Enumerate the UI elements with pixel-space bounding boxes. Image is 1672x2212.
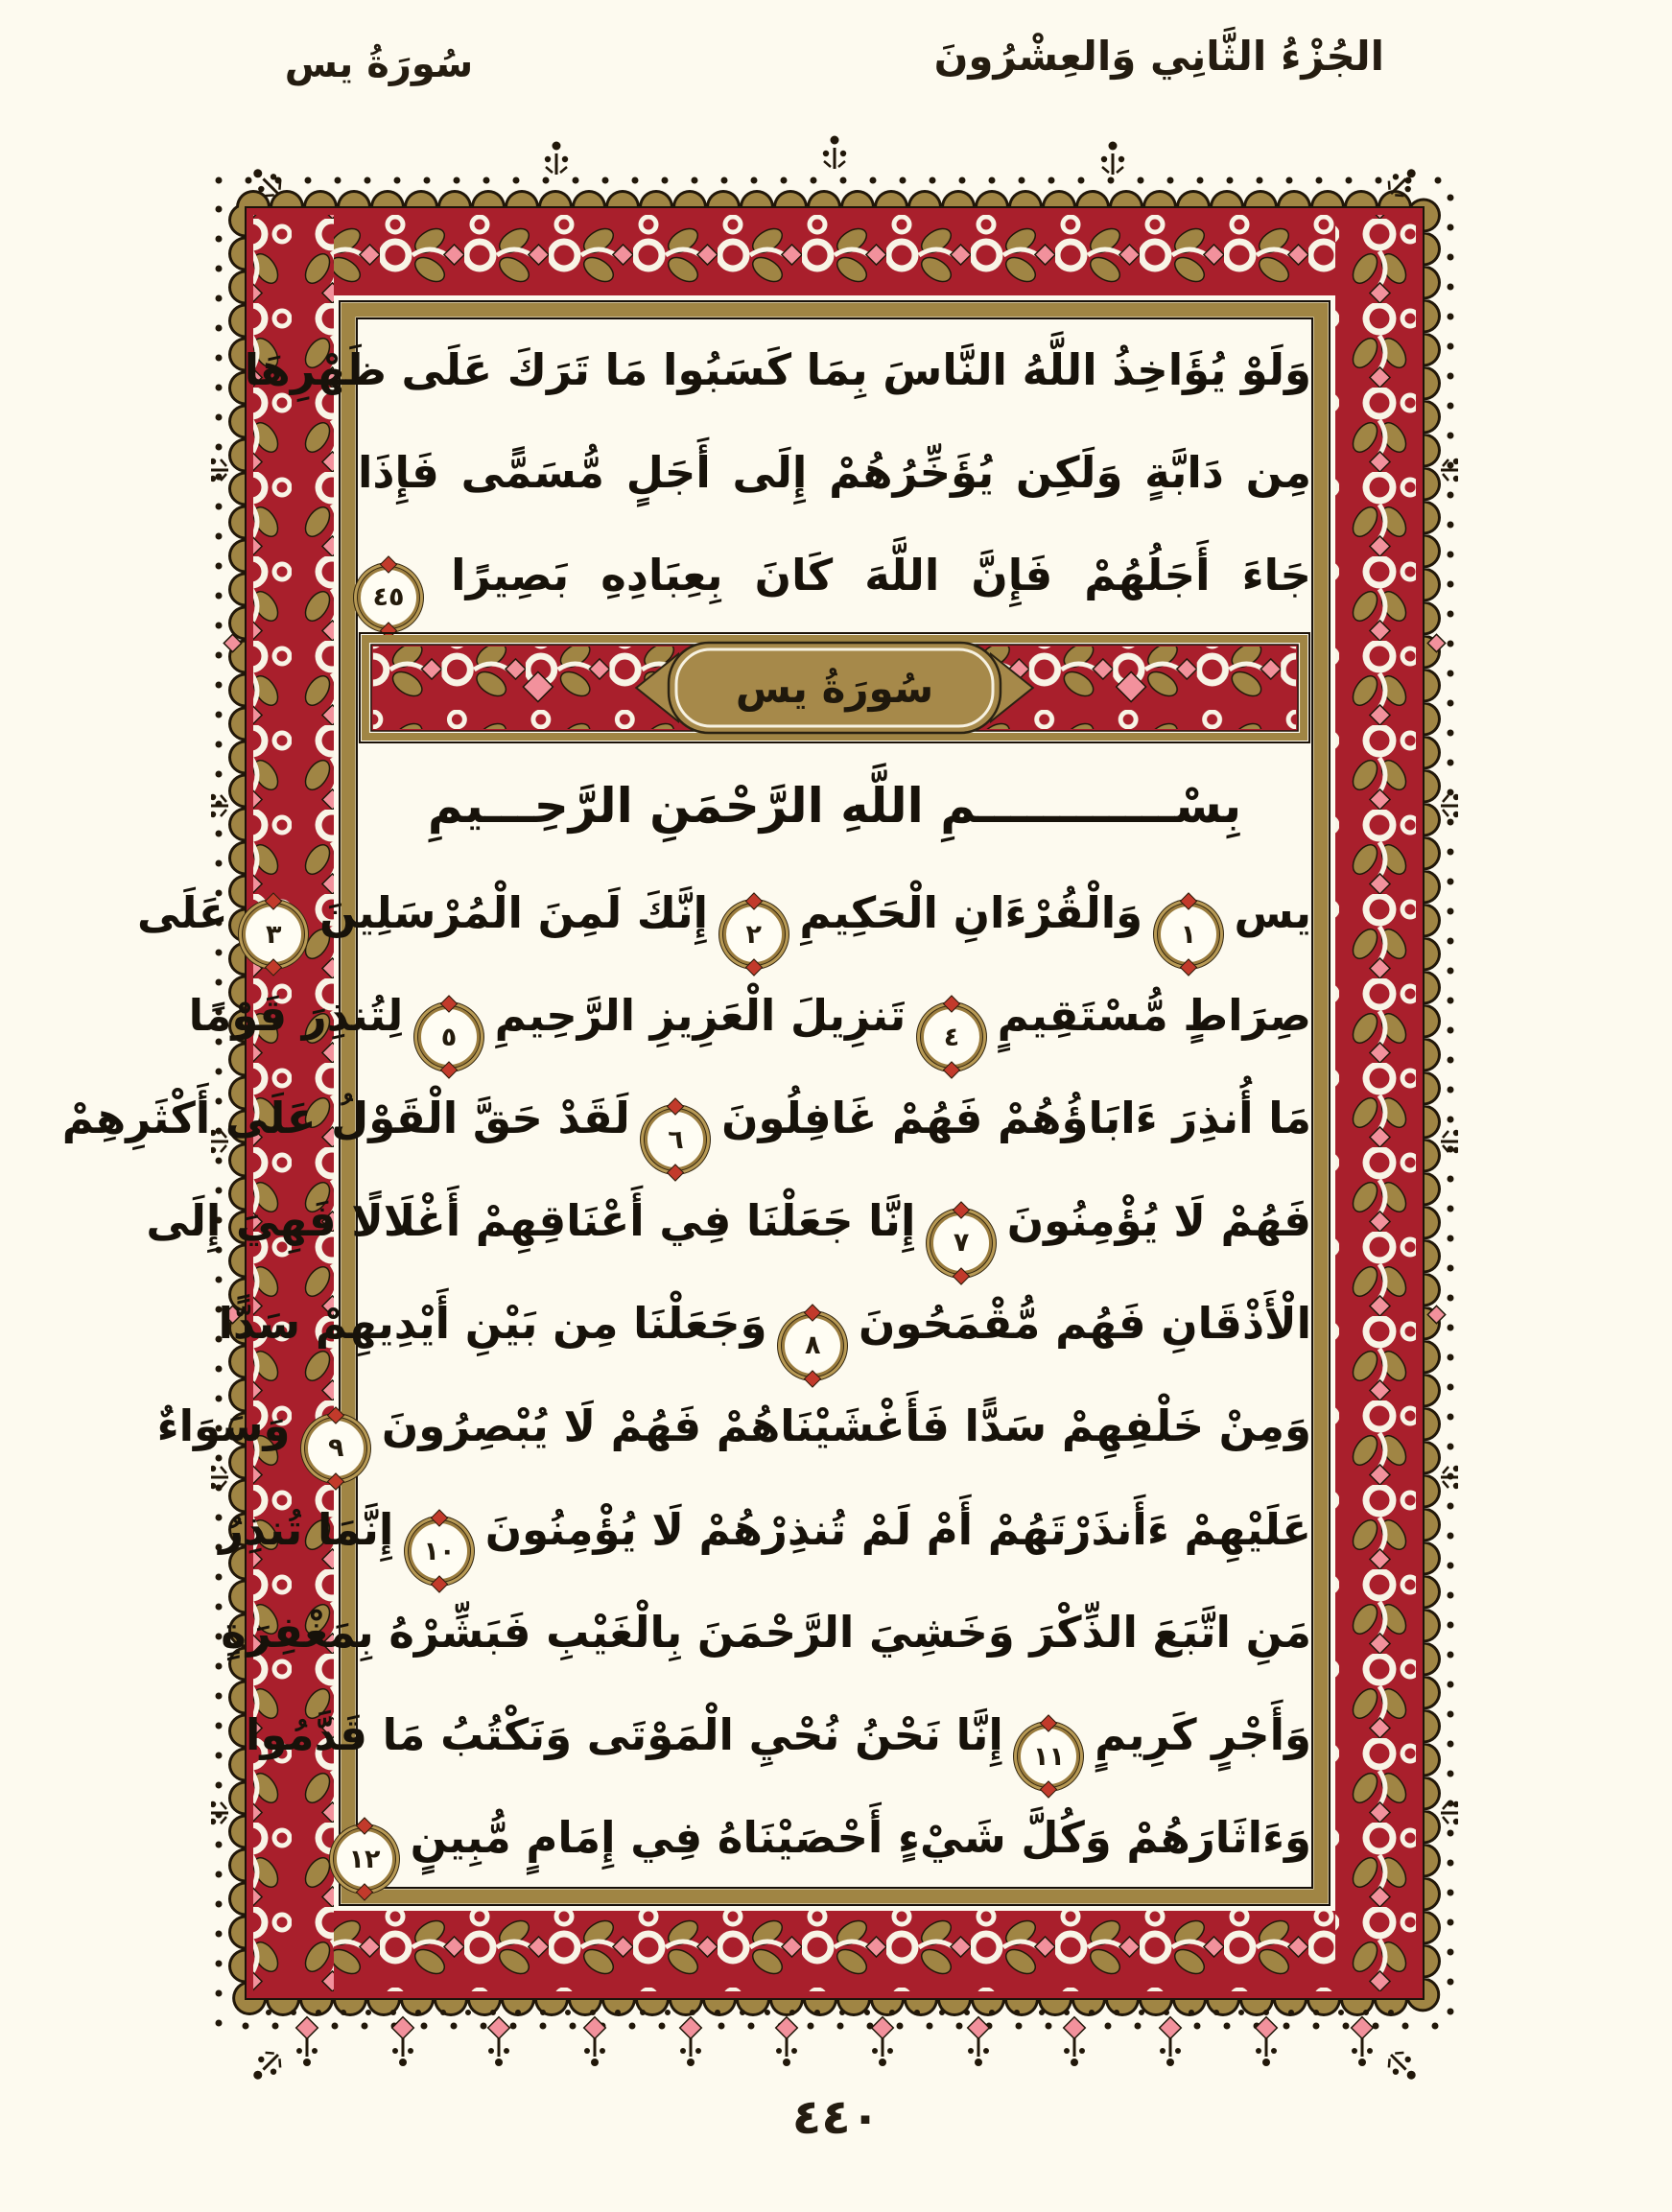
ayah-text: وَلَوْ يُؤَاخِذُ اللَّهُ النَّاسَ بِمَا كَسَبُوا مَا تَرَكَ عَلَى ظَهْرِهَا xyxy=(244,344,1311,395)
ayah-text: وَالْقُرْءَانِ الْحَكِيمِ xyxy=(799,886,1143,938)
quran-line xyxy=(221,1584,1311,1682)
verse-marker: ٣ xyxy=(243,904,304,965)
quran-line xyxy=(358,424,1311,522)
ayah-text: مَا أُنذِرَ ءَابَاؤُهُمْ فَهُمْ غَافِلُونَ xyxy=(721,1092,1311,1143)
quran-line xyxy=(218,1275,1311,1373)
header-surah-name: سُورَةُ يس xyxy=(284,42,474,86)
quran-line xyxy=(156,1377,1311,1475)
verse-marker: ٥ xyxy=(418,1006,480,1068)
verse-marker: ١ xyxy=(1158,904,1219,965)
ayah-text: الْأَذْقَانِ فَهُم مُّقْمَحُونَ xyxy=(858,1298,1311,1350)
ayah-text: وَمِنْ خَلْفِهِمْ سَدًّا فَأَغْشَيْنَاهُمْ فَهُمْ لَا يُبْصِرُونَ xyxy=(381,1400,1311,1452)
verse-marker: ٤٥ xyxy=(358,567,419,628)
quran-lines xyxy=(61,321,1311,1887)
verse-marker: ٧ xyxy=(930,1212,992,1274)
ayah-text: عَلَى xyxy=(136,886,228,938)
ayah-text: مِن دَابَّةٍ وَلَكِن يُؤَخِّرُهُمْ إِلَى أَجَلٍ مُّسَمًّى فَإِذَا xyxy=(358,447,1311,499)
ayah-text: مَنِ اتَّبَعَ الذِّكْرَ وَخَشِيَ الرَّحْمَنَ بِالْغَيْبِ فَبَشِّرْهُ بِمَغْفِرَةٍ xyxy=(221,1606,1311,1658)
ayah-text: صِرَاطٍ مُّسْتَقِيمٍ xyxy=(997,989,1311,1041)
ayah-text: وَأَجْرٍ كَرِيمٍ xyxy=(1095,1708,1311,1760)
ayah-text: جَاءَ أَجَلُهُمْ فَإِنَّ اللَّهَ كَانَ بِعِبَادِهِ بَصِيرًا xyxy=(451,550,1311,601)
verse-marker: ٩ xyxy=(305,1418,366,1479)
verse-marker: ٨ xyxy=(782,1315,843,1377)
surah-banner xyxy=(358,629,1311,746)
ayah-text: لَقَدْ حَقَّ الْقَوْلُ عَلَى أَكْثَرِهِمْ xyxy=(61,1092,630,1143)
ayah-text: إِنَّا نَحْنُ نُحْيِ الْمَوْتَى وَنَكْتُبُ مَا قَدَّمُوا xyxy=(246,1708,1003,1760)
bismillah-line xyxy=(358,752,1311,859)
ayah-text: عَلَيْهِمْ ءَأَنذَرْتَهُمْ أَمْ لَمْ تُنذِرْهُمْ لَا يُؤْمِنُونَ xyxy=(484,1503,1311,1555)
ayah-text: إِنَّكَ لَمِنَ الْمُرْسَلِينَ xyxy=(318,886,709,938)
verse-marker: ٦ xyxy=(645,1109,706,1170)
verse-marker: ٢ xyxy=(723,904,785,965)
quran-line xyxy=(219,1481,1311,1579)
ayah-text: لِتُنذِرَ قَوْمًا xyxy=(188,989,404,1041)
frame-pendants xyxy=(296,2017,1374,2066)
verse-marker: ١٠ xyxy=(409,1520,470,1582)
surah-banner-title: سُورَةُ يس xyxy=(735,664,934,712)
ayah-text: يس xyxy=(1234,886,1311,938)
header-juz-label: الجُزْءُ الثَّانِي وَالعِشْرُونَ xyxy=(933,33,1384,80)
verse-marker: ١٢ xyxy=(334,1828,395,1890)
verse-marker: ٤ xyxy=(921,1006,982,1068)
ayah-text: وَجَعَلْنَا مِن بَيْنِ أَيْدِيهِمْ سَدًّا xyxy=(218,1298,767,1350)
ayah-text: فَهُمْ لَا يُؤْمِنُونَ xyxy=(1006,1195,1311,1247)
ayah-text: وَسَوَاءٌ xyxy=(156,1400,291,1452)
page-number: ٤٤٠ xyxy=(791,2089,881,2145)
quran-line xyxy=(188,967,1311,1065)
quran-line xyxy=(136,864,1311,962)
quran-line xyxy=(246,1686,1311,1784)
ayah-text: وَءَاثَارَهُمْ وَكُلَّ شَيْءٍ أَحْصَيْنَاهُ فِي إِمَامٍ مُّبِينٍ xyxy=(410,1811,1311,1863)
quran-line xyxy=(61,1070,1311,1167)
ayah-text: تَنزِيلَ الْعَزِيزِ الرَّحِيمِ xyxy=(494,989,907,1041)
ayah-text: إِنَّمَا تُنذِرُ xyxy=(219,1503,394,1555)
quran-line xyxy=(358,527,1311,624)
bismillah-text: بِسْــــــــــــمِ اللَّهِ الرَّحْمَنِ الرَّحِـــيمِ xyxy=(427,777,1242,834)
ayah-text: إِنَّا جَعَلْنَا فِي أَعْنَاقِهِمْ أَغْلَالًا فَهِيَ إِلَى xyxy=(146,1195,916,1247)
quran-line xyxy=(146,1172,1311,1270)
quran-line xyxy=(244,321,1311,419)
quran-line xyxy=(348,1789,1311,1887)
verse-marker: ١١ xyxy=(1018,1726,1079,1787)
